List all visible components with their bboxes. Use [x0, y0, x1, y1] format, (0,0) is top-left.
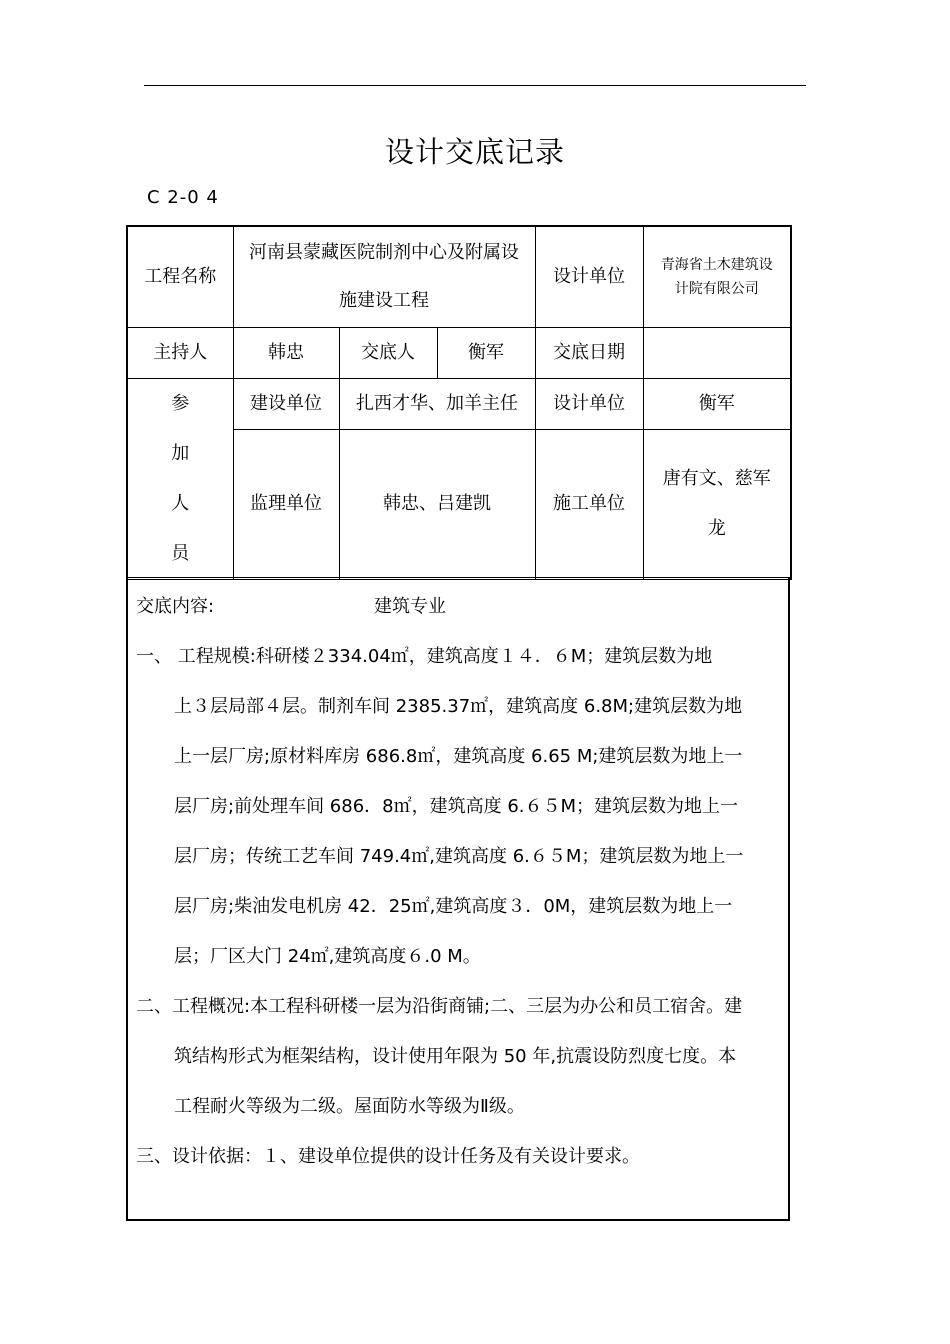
- host-value: 韩忠: [233, 327, 339, 378]
- content-line: 工程耐火等级为二级。屋面防水等级为Ⅱ级。: [174, 1096, 525, 1117]
- date-label: 交底日期: [535, 327, 643, 378]
- builder-unit-label: 施工单位: [535, 429, 643, 579]
- table-row: [127, 378, 791, 429]
- form-code: C 2-0 4: [147, 187, 219, 208]
- content-line: 上一层厂房;原材料库房 686.8㎡，建筑高度 6.65 M;建筑层数为地上一: [174, 746, 743, 767]
- builder-unit-value: 唐有文、慈军龙: [643, 429, 791, 579]
- info-table: [126, 225, 792, 580]
- content-line: 层厂房；传统工艺车间 749.4㎡,建筑高度 6.６５M；建筑层数为地上一: [174, 846, 744, 867]
- design-unit-label: 设计单位: [535, 226, 643, 327]
- design-unit2-value: 衡军: [643, 378, 791, 429]
- supervision-unit-label: 监理单位: [233, 429, 339, 579]
- presenter-label: 交底人: [339, 327, 437, 378]
- participants-label-char: 人: [171, 492, 190, 514]
- design-unit2-label: 设计单位: [535, 378, 643, 429]
- content-section: [126, 577, 790, 1221]
- content-label: 交底内容:: [136, 596, 215, 617]
- design-unit-value: 青海省土木建筑设计院有限公司: [643, 226, 791, 327]
- content-line: 二、工程概况:本工程科研楼一层为沿街商铺;二、三层为办公和员工宿舍。建: [136, 996, 743, 1017]
- date-value: [643, 327, 791, 378]
- content-line: 层厂房;柴油发电机房 42．25㎡,建筑高度３．0M，建筑层数为地上一: [174, 896, 733, 917]
- construction-unit-label: 建设单位: [233, 378, 339, 429]
- participants-label-char: 加: [171, 442, 190, 464]
- host-label: 主持人: [127, 327, 233, 378]
- page-title: 设计交底记录: [384, 135, 565, 169]
- content-line: 一、 工程规模:科研楼２334.04㎡，建筑高度１４．６M；建筑层数为地: [136, 646, 713, 667]
- content-line: 筑结构形式为框架结构，设计使用年限为 50 年,抗震设防烈度七度。本: [174, 1046, 737, 1067]
- participants-label-char: 员: [171, 542, 190, 564]
- table-row: [127, 327, 791, 378]
- participants-label: [127, 378, 233, 579]
- content-line: 上３层局部４层。制剂车间 2385.37㎡，建筑高度 6.8M;建筑层数为地: [174, 696, 743, 717]
- supervision-unit-value: 韩忠、吕建凯: [339, 429, 535, 579]
- header-rule: [144, 85, 806, 86]
- presenter-value: 衡军: [437, 327, 535, 378]
- project-name-value: 河南县蒙藏医院制剂中心及附属设施建设工程: [233, 226, 535, 327]
- project-name-label: 工程名称: [127, 226, 233, 327]
- content-specialty: 建筑专业: [374, 596, 446, 617]
- table-row: [127, 226, 791, 327]
- content-line: 层厂房;前处理车间 686．8㎡，建筑高度 6.６５M；建筑层数为地上一: [174, 796, 739, 817]
- content-line: 层；厂区大门 24㎡,建筑高度６.0 M。: [174, 946, 481, 967]
- content-line: 三、设计依据：１、建设单位提供的设计任务及有关设计要求。: [136, 1146, 640, 1167]
- participants-label-char: 参: [171, 392, 190, 414]
- construction-unit-value: 扎西才华、加羊主任: [339, 378, 535, 429]
